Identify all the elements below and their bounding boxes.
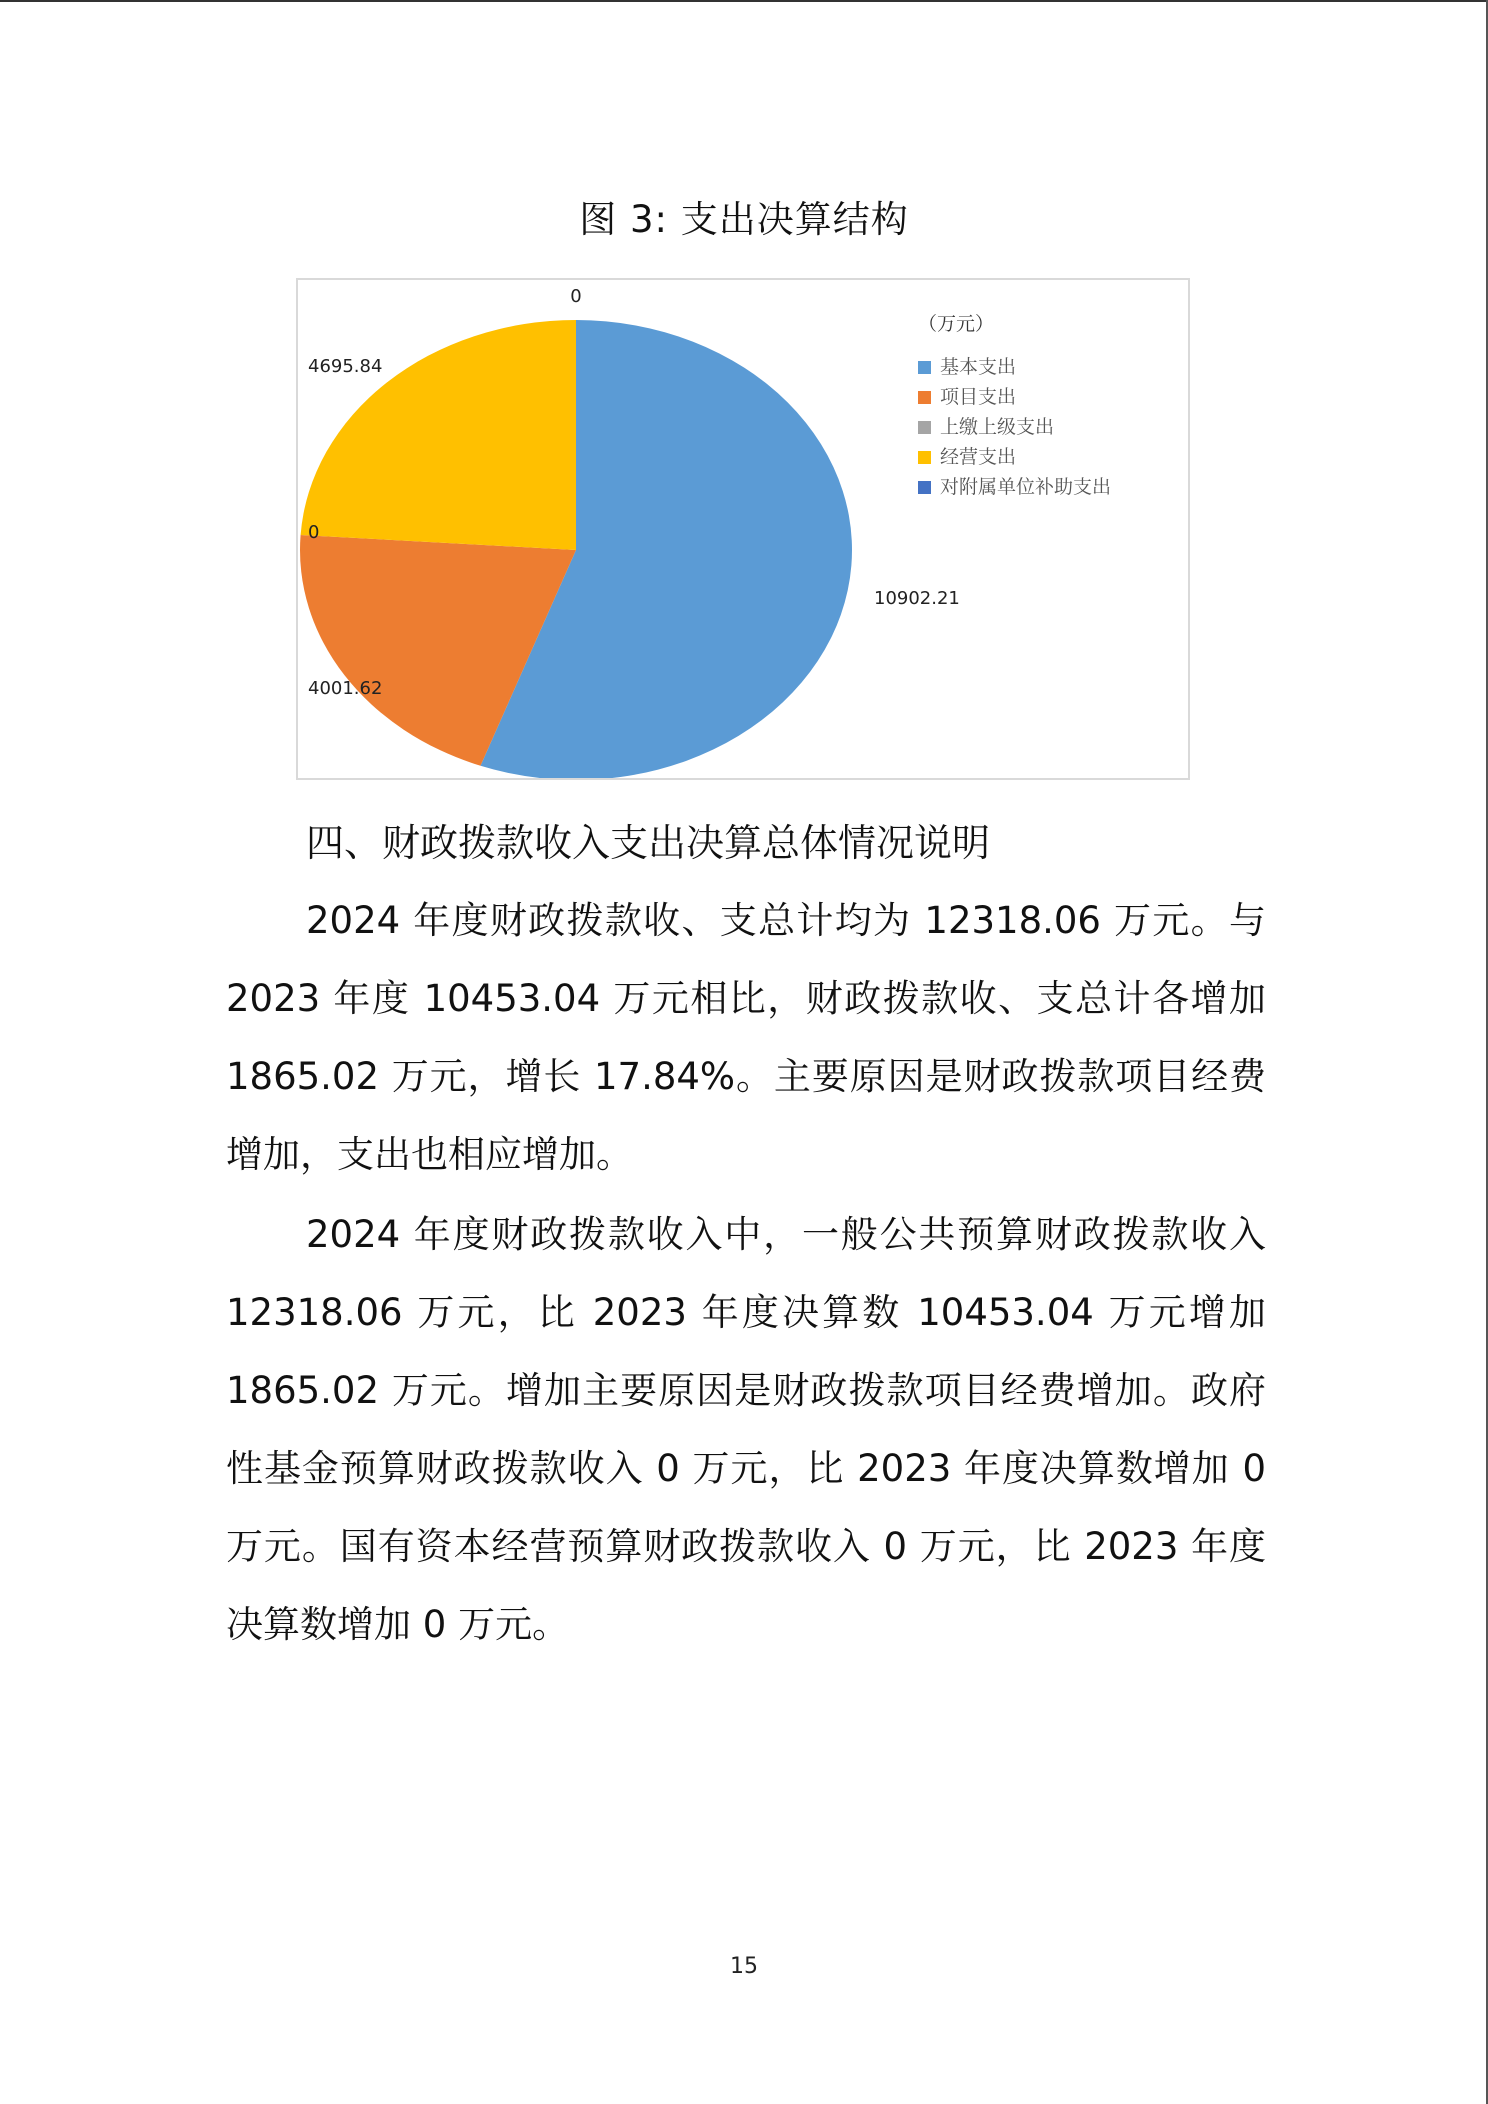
legend-label-2: 项目支出 [940, 386, 1017, 408]
legend-swatch-2 [918, 391, 931, 404]
chart-legend [918, 313, 1111, 498]
pie-data-label-4: 4695.84 [308, 356, 383, 377]
page-top-border [0, 0, 1488, 2]
pie-data-label-2: 4001.62 [308, 678, 383, 699]
page-number: 15 [730, 1954, 758, 1979]
legend-swatch-3 [918, 421, 931, 434]
pie-chart-svg [298, 280, 1188, 778]
pie-chart [296, 278, 1190, 780]
section-heading: 四、财政拨款收入支出决算总体情况说明 [306, 821, 991, 865]
pie-slice-4 [301, 320, 576, 550]
pie-slices [300, 320, 852, 778]
legend-unit-label: （万元） [918, 313, 995, 335]
legend-swatch-4 [918, 451, 931, 464]
legend-swatch-1 [918, 361, 931, 374]
legend-label-4: 经营支出 [940, 446, 1017, 468]
paragraph-1: 2024 年度财政拨款收、支总计均为 12318.06 万元。与 2023 年度 10453.04 万元相比，财政拨款收、支总计各增加 1865.02 万元，增长 17.84%。主要原因是财政拨款项目经费增加，支出也相应增加。 [226, 899, 1266, 1176]
pie-data-label-5: 0 [570, 286, 582, 307]
pie-data-label-3: 0 [308, 522, 320, 543]
legend-label-3: 上缴上级支出 [940, 416, 1055, 438]
figure-title: 图 3: 支出决算结构 [579, 198, 909, 241]
legend-swatch-5 [918, 481, 931, 494]
pie-data-label-1: 10902.21 [874, 588, 960, 609]
paragraph-2: 2024 年度财政拨款收入中，一般公共预算财政拨款收入 12318.06 万元，比 2023 年度决算数 10453.04 万元增加 1865.02 万元。增加主要原因是财政拨款项目经费增加。政府性基金预算财政拨款收入 0 万元，比 2023 年度决算数增加 0 万元。国有资本经营预算财政拨款收入 0 万元，比 2023 年度决算数增加 0 万元。 [226, 1213, 1266, 1646]
legend-label-1: 基本支出 [940, 356, 1017, 378]
legend-label-5: 对附属单位补助支出 [940, 476, 1112, 498]
